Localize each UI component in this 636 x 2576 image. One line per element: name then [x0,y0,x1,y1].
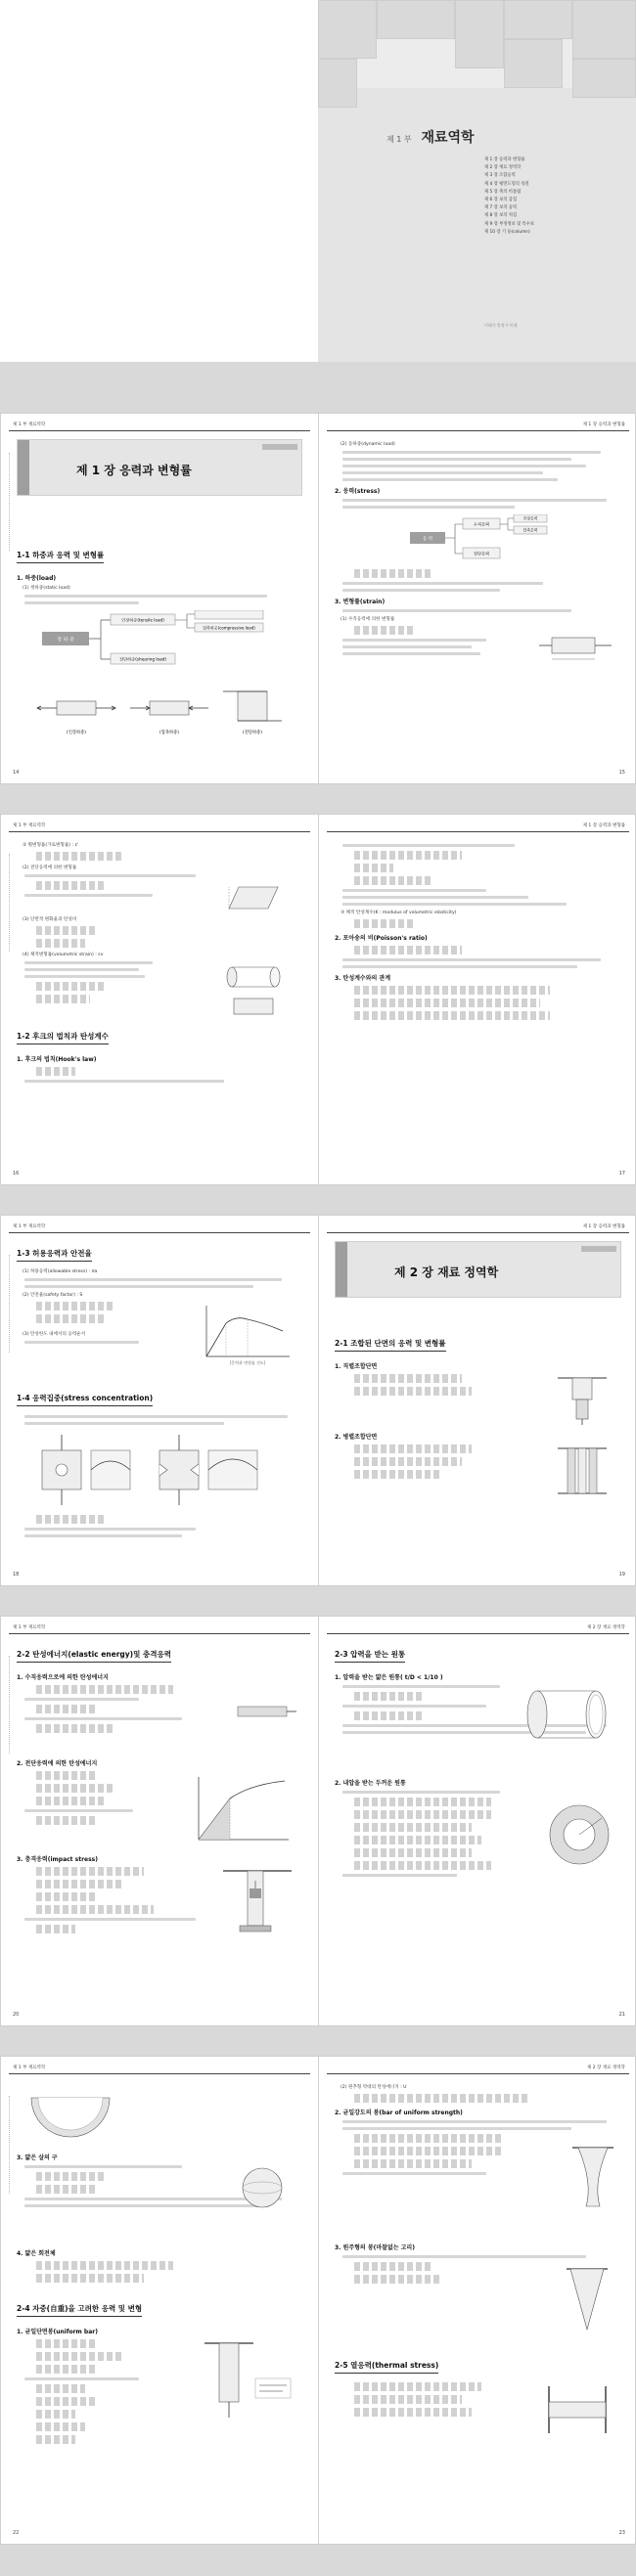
text-line [342,645,472,648]
equation [354,1444,472,1453]
stress-strain-curve [197,1302,295,1366]
page-number: 14 [13,770,20,776]
page-23 [319,2057,636,2544]
text-line [342,471,543,474]
text-line [342,582,543,585]
equation [354,2275,442,2284]
equation [36,1302,114,1310]
header-rule [327,1232,629,1233]
equation [36,2410,75,2419]
text-line [342,903,567,906]
banner-accent [336,1242,347,1297]
equation [354,626,413,635]
banner-accent [18,440,29,495]
text-line [24,1809,133,1812]
section-title: 2-1 조합된 단면의 응력 및 변형률 [335,1338,446,1352]
equation [354,1374,462,1383]
subsection-title: 3. 변형률(strain) [335,599,386,605]
text-line [24,1415,288,1418]
equation [36,1705,95,1713]
part-name: 재료역학 [421,130,475,146]
chapter-title: 제 2 장 재료 정역학 [394,1266,499,1279]
stress-classification-diagram [381,514,576,563]
page-number: 15 [618,770,625,776]
part-title [386,127,475,147]
text-line [342,2255,586,2258]
text-line [24,1528,196,1531]
header-rule [327,430,629,431]
text-line [342,844,515,847]
item-title: (3) 탄성한도 내에서의 응력순서 [23,1332,86,1337]
equation [36,1314,105,1323]
bar-energy-figure [230,1699,298,1724]
header-rule [9,1633,310,1634]
stress-concentration-figure [23,1431,296,1509]
text-line [342,451,601,454]
text-line [24,968,139,971]
section-title: 1-2 후크의 법칙과 탄성계수 [17,1031,109,1044]
subsection-title: 2. 내압을 받는 두꺼운 원통 [335,1780,406,1787]
equation [354,986,550,995]
header-rule [9,1232,310,1233]
equation [354,864,393,872]
text-line [24,1278,282,1281]
text-line [24,894,153,897]
running-head: 제 1 장 응력과 변형률 [582,1224,625,1229]
load-classification-diagram [32,610,287,671]
equation [354,1470,442,1479]
diagram-item: 압축하중(compressive load) [203,625,255,631]
cover-tile [318,59,357,108]
strain-specimen-figure [537,626,615,665]
equation [36,2172,105,2181]
item-title: (2) 동하중(dynamic load) [341,442,395,447]
page-number: 21 [618,2012,625,2018]
header-rule [9,430,310,431]
text-line [342,609,571,612]
section-title: 1-3 허용응력과 안전율 [17,1248,92,1262]
page-number: 18 [13,1572,20,1577]
energy-curve-figure [191,1771,298,1847]
header-rule [327,831,629,832]
section-title: 2-4 자중(自重)을 고려한 응력 및 변형 [17,2303,142,2317]
equation [354,2094,530,2103]
cover-tile [572,0,636,59]
item-title: (2) 전단응력에 의한 변형률 [23,866,77,870]
equation [36,852,124,861]
toc-item[interactable]: 제 6 장 보의 굽힘 [484,198,518,203]
side-rule [9,453,15,551]
side-rule [9,1656,15,1754]
equation [354,2408,472,2417]
text-line [24,2377,139,2380]
item-title: (3) 단면적 변화율과 탄성비 [23,917,77,922]
page-16 [1,815,319,1184]
equation [354,1836,481,1844]
equation [354,2395,462,2404]
running-head: 제 2 장 재료 정역학 [586,1625,625,1630]
section-title: 2-3 압력을 받는 원통 [335,1649,405,1663]
equation [354,2134,501,2143]
text-line [342,639,486,642]
equation [36,2422,85,2431]
text-line [24,595,267,598]
running-head: 제 1 부 재료역학 [13,1224,46,1229]
equation [36,1925,75,1933]
equation [354,1823,472,1832]
item-title: (4) 체적변형률(volumetric strain) : εv [23,953,104,957]
equation [36,1880,124,1888]
page-22 [1,2057,319,2544]
text-line [24,1422,224,1425]
text-line [342,965,577,968]
toc-item[interactable]: 제 2 장 재료 정역학 [484,165,522,171]
equation [354,919,413,928]
text-line [24,1534,182,1537]
subsection-title: 3. 원주형의 봉(마찰없는 고리) [335,2244,415,2251]
cover-tile [377,0,455,39]
page-19 [319,1216,636,1585]
equation [36,2384,85,2393]
page-number: 19 [618,1572,625,1577]
subsection-title: 3. 탄성계수와의 관계 [335,975,391,982]
toc-item[interactable]: 제 5 장 축의 비틀림 [484,189,522,195]
equation [36,995,90,1003]
equation [354,1861,491,1870]
equation [36,2339,95,2348]
chapter-banner [335,1241,621,1298]
page-number: 23 [618,2530,625,2536]
cover-tile [504,0,572,39]
page-number: 16 [13,1171,20,1177]
text-line [24,874,196,877]
page-number: 22 [13,2530,20,2536]
diagram-item: 전단하중(shearing load) [119,656,166,662]
text-line [342,499,607,502]
text-line [342,2120,607,2123]
spread-16-17 [0,814,636,1185]
equation [36,1797,105,1805]
subsection-title: 2. 응력(stress) [335,488,381,495]
equation [354,2382,481,2391]
equation [36,1905,154,1914]
text-line [24,601,139,604]
equation [354,1798,491,1806]
equation [354,1011,550,1020]
text-line [24,1080,224,1083]
equation [36,2261,173,2270]
text-line [342,652,480,655]
equation [354,851,462,860]
subsection-title: 3. 얇은 살의 구 [17,2154,58,2161]
cover-tile [318,0,377,59]
banner-mark [262,444,297,450]
page-17 [319,815,636,1184]
series-bar-figure [553,1374,612,1425]
equation [354,999,540,1007]
subsection-title: 1. 균일단면봉(uniform bar) [17,2329,98,2335]
subsection-title: 3. 충격응력(impact stress) [17,1856,98,1863]
running-head: 제 1 부 재료역학 [13,422,46,427]
cone-bar-figure [563,2265,612,2333]
subsection-title: 1. 하중(load) [17,575,57,582]
text-line [342,1705,486,1708]
subsection-title: 4. 얇은 회전체 [17,2250,56,2257]
uniform-bar-figure [195,2339,293,2427]
cover-spread [0,0,636,362]
table-of-contents [484,156,534,237]
cover-tile [455,0,504,68]
equation [36,2274,144,2283]
blank-page [0,0,318,362]
toc-item[interactable]: 제 8 장 보의 처짐 [484,213,518,219]
section-title: 2-2 탄성에너지(elastic energy)및 충격응력 [17,1649,171,1663]
running-head: 제 1 부 재료역학 [13,1625,46,1630]
cover-footnote: 미래가 발명가 미래 [484,323,518,328]
equation [354,1692,423,1701]
diagram-center-label: 응 력 [422,537,432,542]
equation [36,1515,105,1524]
equation [354,2262,432,2271]
thin-sphere-figure [228,2165,296,2210]
subsection-title: 1. 직렬조합단면 [335,1363,378,1370]
item-title: (1) 허용응력(allowable stress) : σa [23,1269,98,1274]
toc-item[interactable]: 제 7 장 보의 응력 [484,205,518,211]
header-rule [327,1633,629,1634]
section-title: 1-4 응력집중(stress concentration) [17,1393,153,1406]
subsection-title: 2. 포아송의 비(Poisson's ratio) [335,935,428,942]
subsection-title: 2. 균일강도의 봉(bar of uniform strength) [335,2110,463,2116]
equation [354,1457,462,1466]
text-line [342,589,500,592]
toc-item[interactable]: 제 1 장 응력과 변형률 [484,157,525,162]
equation [36,982,105,991]
equation [354,569,432,578]
spread-22-23 [0,2056,636,2545]
equation [354,946,462,955]
figure-caption: (전단하중) [243,731,262,735]
text-line [342,478,558,481]
text-line [24,1698,139,1701]
page-14 [1,414,319,783]
running-head: 제 1 부 재료역학 [13,823,46,828]
running-head: 제 1 장 응력과 변형률 [582,823,625,828]
shear-strain-figure [224,881,283,912]
text-line [24,1341,139,1344]
running-head: 제 1 부 재료역학 [13,2065,46,2070]
text-line [342,958,601,961]
thin-cylinder-figure [518,1685,615,1744]
figure-caption: [응력과 변형률 선도] [229,1360,266,1365]
page-number: 17 [618,1171,625,1177]
equation [36,1067,75,1076]
page-number: 20 [13,2012,20,2018]
chapter-title: 제 1 장 응력과 변형률 [76,464,192,477]
diagram-item: 수직응력 [473,521,489,527]
item-title: (1) 수직응력에 의한 변형률 [341,617,395,622]
equation [36,2185,95,2194]
figure-caption: (압축하중) [159,731,179,735]
subsection-title: 1. 수직응력으로에 의한 탄성에너지 [17,1674,109,1681]
diagram-item: 인장응력 [522,515,537,521]
text-line [342,2127,571,2130]
text-line [342,1685,500,1688]
running-head: 제 1 장 응력과 변형률 [582,422,625,427]
impact-load-figure [218,1867,296,1945]
text-line [342,1874,457,1877]
equation [36,1724,114,1733]
equation [354,876,432,885]
cylinder-figure [214,961,293,1020]
subsection-title: 2. 병렬조합단면 [335,1434,378,1441]
equation [36,926,95,935]
banner-mark [581,1246,616,1252]
text-line [24,1918,196,1921]
equation [36,2435,75,2444]
equation [36,2397,95,2406]
side-rule [9,1255,15,1353]
equation [36,881,105,890]
diagram-item: 전단응력 [473,551,489,556]
equation [354,1810,491,1819]
text-line [342,506,515,509]
text-line [342,889,486,892]
toc-item[interactable]: 제 3 장 조합응력 [484,173,516,179]
subsection-title: 2. 전단응력에 의한 탄성에너지 [17,1760,98,1767]
equation [36,1685,173,1694]
hemisphere-figure [26,2088,114,2147]
toc-item[interactable]: 제 4 장 평면도형의 성질 [484,181,529,187]
text-line [342,1791,500,1794]
text-line [342,458,571,461]
chapter-banner [17,439,302,496]
item-title: (1) 정하중(static load) [23,586,70,591]
parallel-bar-figure [553,1444,612,1501]
figure-caption: (인장하중) [67,731,86,735]
running-head: 제 2 장 재료 정역학 [586,2065,625,2070]
text-line [24,1717,182,1720]
side-rule [9,854,15,952]
thick-cylinder-figure [545,1800,613,1869]
diagram-item: 압축응력 [522,527,537,533]
section-title: 1-1 하중과 응력 및 변형률 [17,550,104,563]
part-label: 제 1 부 [386,135,412,144]
thermal-bar-figure [543,2382,612,2437]
equation [354,2159,472,2168]
equation [36,2352,124,2361]
text-line [24,961,153,964]
section-title: 2-5 열응력(thermal stress) [335,2360,438,2374]
item-title: (2) 안전율(safety factor) : S [23,1293,83,1298]
item-title: ② 횡변형률(가로변형률) : ε' [23,843,79,848]
text-line [24,2165,182,2168]
page-21 [319,1617,636,2025]
equation [36,1816,95,1825]
header-rule [327,2073,629,2074]
text-line [24,975,145,978]
spread-14-15 [0,413,636,784]
uniform-strength-figure [568,2144,617,2212]
equation [354,2147,501,2155]
side-rule [9,2096,15,2194]
text-line [24,1285,253,1288]
equation [36,1771,95,1780]
diagram-item: 인장하중(tensile load) [121,617,164,623]
item-title: ③ 체적 탄성계수(K : modulus of volumetric elasticity) [341,910,457,915]
equation [36,1784,114,1793]
spread-18-19 [0,1215,636,1586]
subsection-title: 1. 압력을 받는 얇은 원통( t/D < 1/10 ) [335,1674,443,1681]
equation [36,1867,144,1876]
spread-20-21 [0,1616,636,2026]
equation [36,939,85,948]
item-title: (2) 원추형 막대의 탄성에너지 : U [341,2085,407,2090]
text-line [342,2172,486,2175]
subsection-title: 1. 후크의 법칙(Hook's law) [17,1056,97,1063]
cover-tile [572,59,636,98]
part-cover [318,0,636,362]
cover-tile [504,39,563,88]
header-rule [9,2073,310,2074]
equation [354,1711,423,1720]
text-line [342,465,586,467]
load-types-figure [27,677,292,745]
page-18 [1,1216,319,1585]
equation [354,1848,472,1857]
page-15 [319,414,636,783]
toc-item[interactable]: 제 9 장 부정정보 및 특수보 [484,221,535,227]
equation [354,1387,472,1396]
page-20 [1,1617,319,2025]
diagram-center-label: 정 하 중 [57,637,74,644]
equation [36,1892,95,1901]
toc-item[interactable]: 제 10 장 기 둥(column) [484,229,530,235]
header-rule [9,831,310,832]
text-line [342,896,528,899]
equation [36,2365,95,2374]
